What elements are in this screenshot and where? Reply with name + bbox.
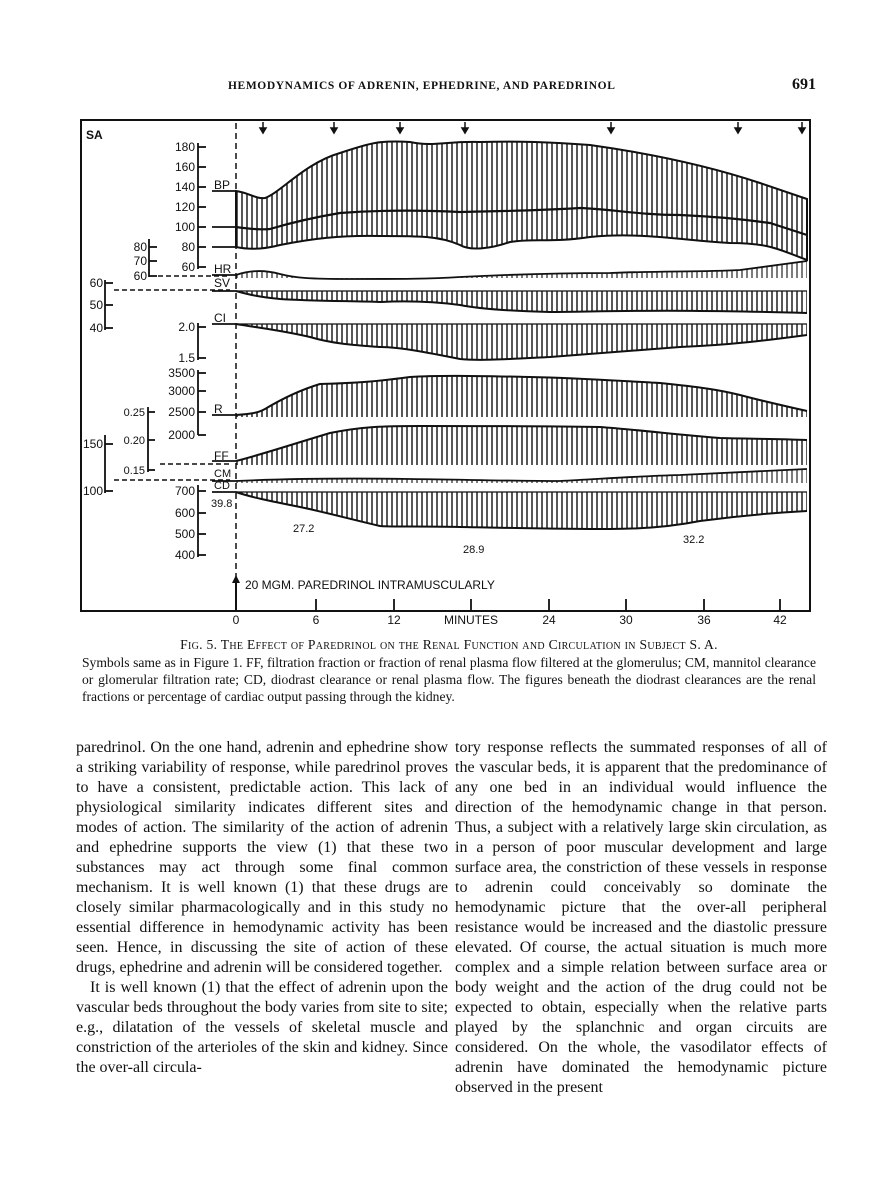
svg-text:2500: 2500: [168, 405, 195, 419]
page-number: 691: [792, 76, 816, 93]
cm-scale: [83, 435, 230, 498]
svg-text:500: 500: [174, 527, 195, 541]
svg-text:12: 12: [387, 613, 401, 625]
svg-text:2.0: 2.0: [178, 320, 195, 334]
r-trace: [236, 376, 807, 417]
sample-markers: [260, 122, 805, 133]
svg-text:140: 140: [174, 180, 195, 194]
renal-fraction-1: 27.2: [293, 523, 315, 535]
svg-text:80: 80: [133, 240, 147, 254]
bp-scale: [175, 140, 206, 274]
label-bp: BP: [214, 178, 231, 192]
svg-text:0: 0: [232, 613, 240, 625]
injection-arrow-icon: [232, 575, 240, 611]
svg-text:42: 42: [773, 613, 787, 625]
svg-text:MINUTES: MINUTES: [444, 613, 498, 625]
sv-trace: [236, 291, 807, 313]
cd-trace: [236, 492, 807, 529]
ci-trace: [236, 324, 807, 360]
label-r: R: [214, 402, 223, 416]
svg-text:2000: 2000: [168, 428, 195, 442]
svg-text:600: 600: [174, 506, 195, 520]
svg-text:6: 6: [312, 613, 320, 625]
ci-scale: [178, 320, 206, 365]
svg-text:100: 100: [82, 484, 103, 498]
svg-text:36: 36: [697, 613, 711, 625]
cd-scale: [175, 484, 206, 562]
svg-text:80: 80: [181, 240, 195, 254]
renal-fraction-0: 39.8: [211, 498, 233, 510]
svg-text:400: 400: [174, 548, 195, 562]
svg-text:0.20: 0.20: [123, 435, 145, 447]
svg-text:120: 120: [174, 200, 195, 214]
paragraph: tory response reflects the summated responses of all of the vascular beds, it is apparent that the predominance of any one bed in an individual would influence the direction of the hemodynamic change in that person. Thus, a subject with a relatively large skin circulation, as in a person of poor muscular development and large surface area, the constriction of these vessels in response to adrenin could conceivably so dominate the hemodynamic picture that the over-all peripheral resistance would be increased and the diastolic pressure elevated. Of course, the actual situation is much more complex and a simple relation between surface area or body weight and the action of the drug could not be expected to obtain, especially when the relative parts played by the splanchnic and organ circuits are considered. On the whole, the vasodilator effects of adrenin have dominated the hemodynamic picture observed in the present: [455, 739, 827, 1096]
body-column-right: [455, 738, 827, 1098]
svg-text:60: 60: [89, 276, 103, 290]
svg-text:50: 50: [89, 298, 103, 312]
label-ci: CI: [214, 311, 226, 325]
svg-text:160: 160: [174, 160, 195, 174]
bp-trace: [236, 141, 807, 260]
ff-trace: [236, 426, 807, 465]
label-hr: HR: [214, 262, 232, 276]
subject-label: SA: [86, 128, 103, 142]
hemodynamic-chart: [80, 115, 812, 625]
svg-text:60: 60: [133, 269, 147, 283]
svg-text:0.25: 0.25: [123, 407, 145, 419]
renal-fraction-3: 32.2: [683, 534, 705, 546]
x-axis-labels: [233, 613, 787, 625]
svg-text:40: 40: [89, 321, 103, 335]
body-column-left: [76, 738, 448, 1078]
label-cd: CD: [214, 480, 230, 492]
label-cm: CM: [214, 468, 232, 480]
caption-body: Symbols same as in Figure 1. FF, filtration fraction or fraction of renal plasma flow filtered at the glomerulus; CM, mannitol clearance or glomerular filtration rate; CD, diodrast clearance or renal plasma flow. The figures beneath the diodrast clearances are the renal fractions or percentage of cardiac output passing through the kidney.: [82, 655, 816, 704]
sv-scale: [90, 276, 230, 335]
figure-caption: [82, 636, 816, 705]
svg-text:180: 180: [174, 140, 195, 154]
svg-text:1.5: 1.5: [178, 351, 195, 365]
r-scale: [168, 366, 206, 442]
svg-text:60: 60: [181, 260, 195, 274]
svg-text:3500: 3500: [168, 366, 195, 380]
paragraph: paredrinol. On the one hand, adrenin and ephedrine show a striking variability of response, while paredrinol proves to have a consistent, predictable action. This lack of physiological similarity indicates different sites and modes of action. The similarity of the action of adrenin and ephedrine supports the view (1) that these two substances may act through some final common mechanism. It is well known (1) that these drugs are closely similar pharmacologically and in this study no essential difference in hemodynamic activity has been seen. Hence, in discussing the site of action of these drugs, ephedrine and adrenin will be considered together.: [76, 739, 448, 976]
running-head: HEMODYNAMICS OF ADRENIN, EPHEDRINE, AND PAREDRINOL: [228, 80, 616, 92]
svg-text:100: 100: [174, 220, 195, 234]
figure-5: [80, 115, 812, 625]
svg-text:3000: 3000: [168, 384, 195, 398]
svg-text:150: 150: [82, 437, 103, 451]
caption-title: Fig. 5. The Effect of Paredrinol on the Renal Function and Circulation in Subject S. A.: [180, 637, 718, 652]
renal-fraction-2: 28.9: [463, 544, 485, 556]
baseline-stubs: [212, 191, 236, 492]
svg-text:30: 30: [619, 613, 633, 625]
injection-annotation: 20 MGM. PAREDRINOL INTRAMUSCULARLY: [245, 578, 495, 592]
x-axis-ticks: [316, 599, 780, 611]
svg-text:24: 24: [542, 613, 556, 625]
svg-text:700: 700: [174, 484, 195, 498]
label-sv: SV: [214, 276, 231, 290]
label-ff: FF: [214, 449, 229, 463]
paragraph: It is well known (1) that the effect of adrenin upon the vascular beds throughout the body varies from site to site; e.g., dilatation of the vessels of skeletal muscle and constriction of the arterioles of the skin and kidney. Since the over-all circula-: [76, 979, 448, 1076]
svg-text:70: 70: [133, 254, 147, 268]
svg-text:0.15: 0.15: [123, 465, 145, 477]
